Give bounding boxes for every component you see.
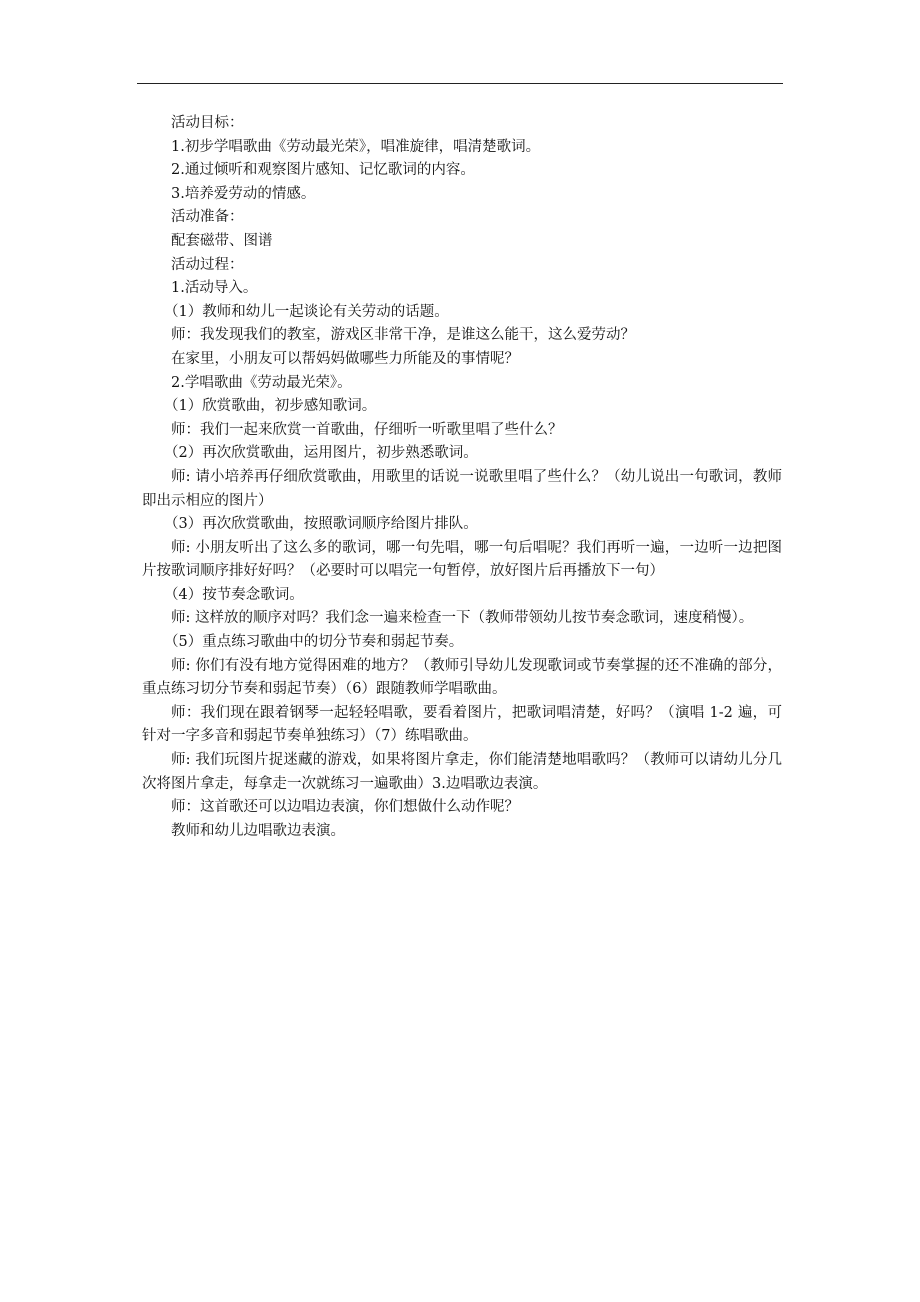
process-substep: （4）按节奏念歌词。 [164, 586, 304, 603]
teacher-dialogue: 师: 这样放的顺序对吗？我们念一遍来检查一下（教师带领幼儿按节奏念歌词，速度稍慢）。 [171, 610, 754, 627]
goal-item-2: 2.通过倾听和观察图片感知、记忆歌词的内容。 [171, 162, 475, 179]
section-heading-preparation: 活动准备： [171, 209, 244, 226]
closing-paragraph: 教师和幼儿边唱歌边表演。 [171, 822, 345, 839]
preparation-item: 配套磁带、图谱 [171, 232, 273, 249]
teacher-dialogue: 师：我们一起来欣赏一首歌曲，仔细听一听歌里唱了些什么？ [171, 421, 563, 438]
header-rule [137, 83, 783, 84]
goal-item-1: 1.初步学唱歌曲《劳动最光荣》，唱准旋律，唱清楚歌词。 [171, 138, 541, 155]
process-substep: （5）重点练习歌曲中的切分节奏和弱起节奏。 [164, 634, 464, 651]
teacher-dialogue: 师：这首歌还可以边唱边表演，你们想做什么动作呢？ [171, 799, 519, 816]
process-step-2: 2.学唱歌曲《劳动最光荣》。 [171, 374, 352, 391]
document-body [142, 112, 782, 843]
teacher-dialogue: 师: 请小培养再仔细欣赏歌曲，用歌里的话说一说歌里唱了些什么？（幼儿说出一句歌词，教师即出示相应的图片） [142, 468, 782, 509]
process-substep: （2）再次欣赏歌曲，运用图片，初步熟悉歌词。 [164, 445, 478, 462]
process-substep: （3）再次欣赏歌曲，按照歌词顺序给图片排队。 [164, 516, 478, 533]
section-heading-process: 活动过程： [171, 256, 244, 273]
teacher-dialogue: 师: 你们有没有地方觉得困难的地方？（教师引导幼儿发现歌词或节奏掌握的还不准确的部分，重点练习切分节奏和弱起节奏）（6）跟随教师学唱歌曲。 [142, 657, 782, 698]
process-step-1: 1.活动导入。 [171, 280, 258, 297]
goal-item-3: 3.培养爱劳动的情感。 [171, 185, 316, 202]
teacher-dialogue: 师: 我们玩图片捉迷藏的游戏，如果将图片拿走，你们能清楚地唱歌吗？（教师可以请幼儿分几次将图片拿走，每拿走一次就练习一遍歌曲）3.边唱歌边表演。 [142, 752, 782, 792]
teacher-dialogue: 师：我们现在跟着钢琴一起轻轻唱歌，要看着图片，把歌词唱清楚，好吗？（演唱 1-2 遍，可针对一字多音和弱起节奏单独练习）（7）练唱歌曲。 [142, 704, 782, 745]
teacher-dialogue: 师：我发现我们的教室，游戏区非常干净，是谁这么能干，这么爱劳动？ [171, 327, 635, 344]
process-substep: （1）欣赏歌曲，初步感知歌词。 [164, 398, 377, 415]
body-paragraph: 在家里，小朋友可以帮妈妈做哪些力所能及的事情呢？ [171, 350, 519, 367]
section-heading-goals: 活动目标： [171, 115, 244, 131]
teacher-dialogue: 师: 小朋友听出了这么多的歌词，哪一句先唱，哪一句后唱呢？我们再听一遍，一边听一边把图片按歌词顺序排好好吗？（必要时可以唱完一句暂停，放好图片后再播放下一句） [142, 539, 782, 580]
process-substep: （1）教师和幼儿一起谈论有关劳动的话题。 [164, 303, 449, 320]
